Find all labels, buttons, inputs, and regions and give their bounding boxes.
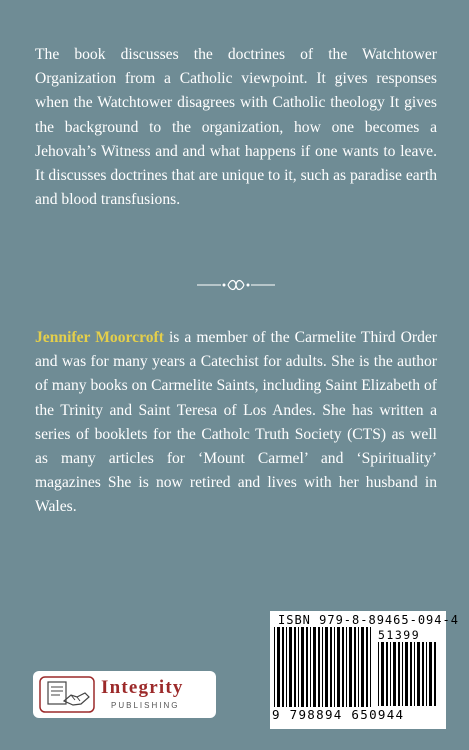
barcode-addon-number: 51399 <box>378 628 421 642</box>
handshake-document-icon <box>39 676 95 713</box>
publisher-name: Integrity <box>101 677 184 698</box>
isbn-barcode <box>270 611 459 729</box>
author-bio <box>35 326 437 520</box>
book-description: The book discusses the doctrines of the Watchtower Organization from a Catholic viewpoint. It gives responses when the Watchtower disagrees with Catholic theology It gives the background to the organization, how one becomes a Jehovah’s Witness and and what happens if one wants to leave. It discusses doctrines that are unique to it, such as paradise earth and blood transfusions. <box>35 46 437 209</box>
flourish-divider-icon <box>195 276 277 294</box>
barcode-addon-bars <box>378 642 440 706</box>
barcode-main-bars <box>274 627 374 707</box>
ean-number: 9 798894 650944 <box>272 707 405 722</box>
publisher-logo <box>33 671 216 718</box>
isbn-label: ISBN 979-8-89465-094-4 <box>278 613 459 627</box>
author-bio-text: is a member of the Carmelite Third Order and was for many years a Catechist for adults. She is the author of many books on Carmelite Saints, including Saint Elizabeth of the Trinity and Saint Teresa of Los Andes. She has written a series of booklets for the Catholc Truth Society (CTS) as well as many articles for ‘Mount Carmel’ and ‘Spirituality’ magazines She is now retired and lives with her husband in Wales. <box>35 329 437 516</box>
author-name: Jennifer Moorcroft <box>35 329 164 346</box>
publisher-tagline: PUBLISHING <box>111 701 180 710</box>
